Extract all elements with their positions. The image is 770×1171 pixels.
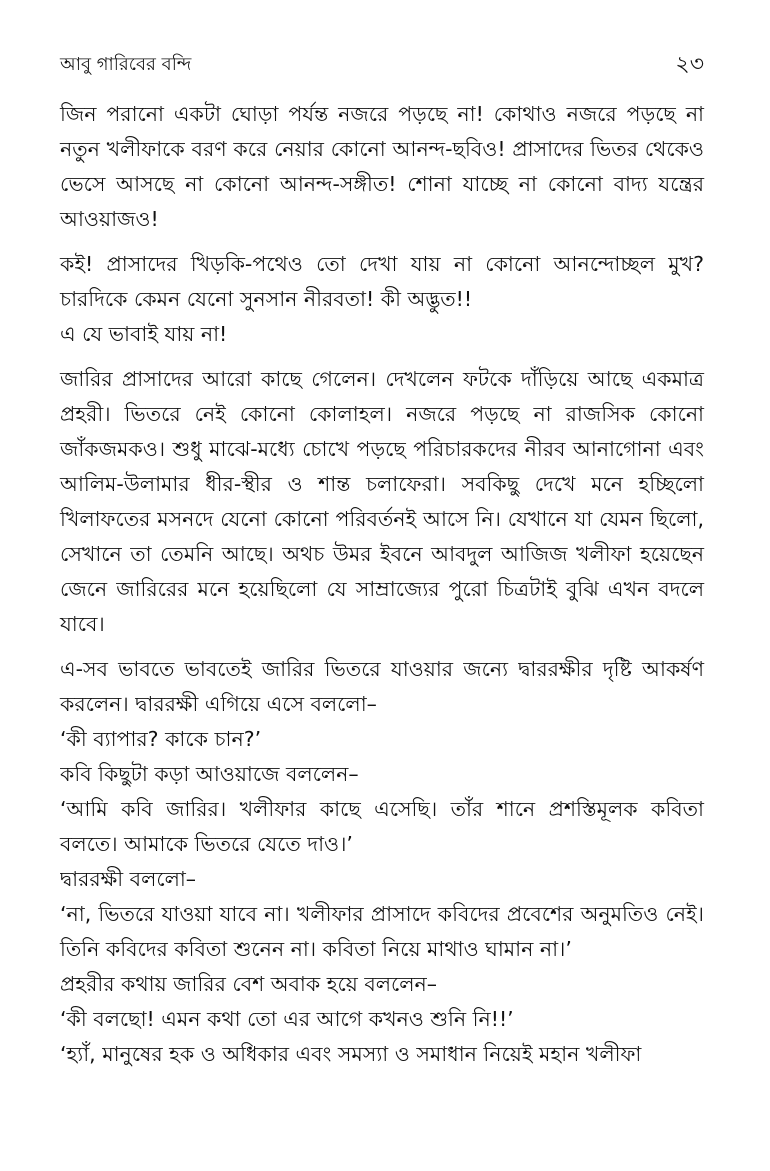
dialogue-guard-question: ‘কী ব্যাপার? কাকে চান?’ bbox=[60, 727, 262, 751]
narration-guard-speaks: দ্বাররক্ষী বললো– bbox=[60, 867, 197, 891]
page-number: ২৩ bbox=[675, 51, 704, 77]
paragraph-1: জিন পরানো একটা ঘোড়া পর্যন্ত নজরে পড়ছে না! কোথাও নজরে পড়ছে না নতুন খলীফাকে বরণ করে নেয়ার কোনো আনন্দ-ছবিও! প্রাসাদের ভিতর থেকেও ভেসে আসছে না কোনো আনন্দ-সঙ্গীত! শোনা যাচ্ছে না কোনো বাদ্য যন্ত্রের আওয়াজও! bbox=[60, 102, 704, 231]
dialogue-poet-surprised: ‘কী বলছো! এমন কথা তো এর আগে কখনও শুনি নি!!’ bbox=[60, 1007, 514, 1031]
dialogue-poet-intro: ‘আমি কবি জারির। খলীফার কাছে এসেছি। তাঁর শানে প্রশস্তিমূলক কবিতা বলতে। আমাকে ভিতরে যেতে দাও।’ bbox=[60, 797, 704, 856]
body-text bbox=[60, 97, 704, 1072]
running-header bbox=[60, 50, 704, 80]
dialogue-guard-refusal: ‘না, ভিতরে যাওয়া যাবে না। খলীফার প্রাসাদে কবিদের প্রবেশের অনুমতিও নেই। তিনি কবিদের কবিতা শুনেন না। কবিতা নিয়ে মাথাও ঘামান না।’ bbox=[60, 902, 704, 961]
paragraph-2: কই! প্রাসাদের খিড়কি-পথেও তো দেখা যায় না কোনো আনন্দোচ্ছল মুখ? চারদিকে কেমন যেনো সুনসান নীরবতা! কী অদ্ভুত!! bbox=[60, 252, 704, 311]
paragraph-2-tail: এ যে ভাবাই যায় না! bbox=[60, 322, 228, 346]
paragraph-4: এ-সব ভাবতে ভাবতেই জারির ভিতরে যাওয়ার জন্যে দ্বাররক্ষীর দৃষ্টি আকর্ষণ করলেন। দ্বাররক্ষী এগিয়ে এসে বললো– bbox=[60, 657, 704, 716]
paragraph-3: জারির প্রাসাদের আরো কাছে গেলেন। দেখলেন ফটকে দাঁড়িয়ে আছে একমাত্র প্রহরী। ভিতরে নেই কোনো কোলাহল। নজরে পড়ছে না রাজসিক কোনো জাঁকজমকও। শুধু মাঝে-মধ্যে চোখে পড়ছে পরিচারকদের নীরব আনাগোনা এবং আলিম-উলামার ধীর-স্থীর ও শান্ত চলাফেরা। সবকিছু দেখে মনে হচ্ছিলো খিলাফতের মসনদে যেনো কোনো পরিবর্তনই আসে নি। যেখানে যা যেমন ছিলো, সেখানে তা তেমনি আছে। অথচ উমর ইবনে আবদুল আজিজ খলীফা হয়েছেন জেনে জারিরের মনে হয়েছিলো যে সাম্রাজ্যের পুরো চিত্রটাই বুঝি এখন বদলে যাবে। bbox=[60, 367, 704, 636]
narration-poet-wonder: প্রহরীর কথায় জারির বেশ অবাক হয়ে বললেন– bbox=[60, 972, 438, 996]
dialogue-guard-reply: ‘হ্যাঁ, মানুষের হক ও অধিকার এবং সমস্যা ও সমাধান নিয়েই মহান খলীফা bbox=[60, 1042, 642, 1066]
running-title: আবু গারিবের বন্দি bbox=[60, 53, 192, 75]
narration-poet-speaks: কবি কিছুটা কড়া আওয়াজে বললেন– bbox=[60, 762, 359, 786]
